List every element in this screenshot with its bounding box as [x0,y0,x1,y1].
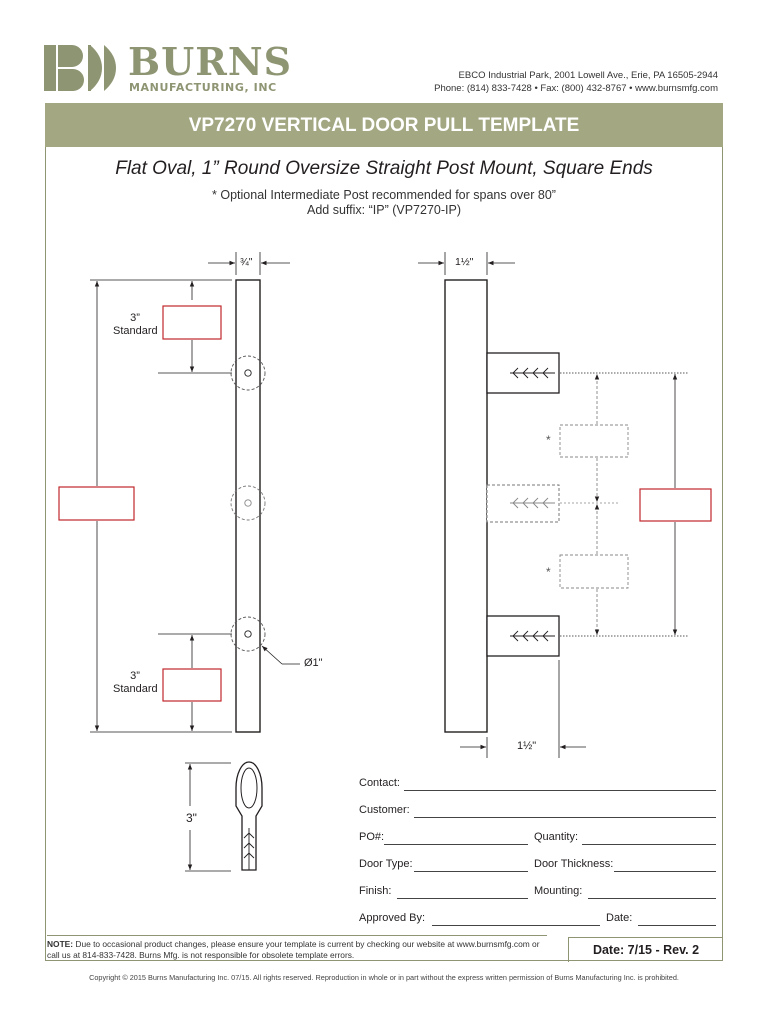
note-line-1: * Optional Intermediate Post recommended for spans over 80” [212,188,556,202]
address-line: EBCO Industrial Park, 2001 Lowell Ave., Erie, PA 16505-2944 [458,70,718,81]
front-width-label: ¾" [240,256,253,268]
door-thickness-field[interactable] [614,871,716,872]
standard-top-text: Standard [113,325,158,337]
standard-box-bottom [163,669,221,701]
standard-bottom-value: 3” [130,670,140,682]
standard-top-label [113,312,157,338]
note-label: NOTE: [47,939,74,949]
finish-field[interactable] [397,898,528,899]
center-distance-box-right [640,489,711,521]
standard-bottom-text: Standard [113,683,158,695]
date-revision: Date: 7/15 - Rev. 2 [568,937,723,962]
door-thickness-label: Door Thickness: [534,858,614,870]
optional-box-upper [560,425,628,457]
contact-label: Contact: [359,777,400,789]
standard-bottom-label [113,670,157,696]
profile-height-label: 3" [186,811,197,825]
brand-name: BURNS [128,39,293,84]
page-title: VP7270 VERTICAL DOOR PULL TEMPLATE [45,103,723,147]
brand-subtitle: MANUFACTURING, INC [129,81,277,94]
note-text: Due to occasional product changes, please ensure your template is current by checking our website at www.burnsmfg.com or call us at 814-833-7428. Burns Mfg. is not responsible for obsolete template errors. [47,939,540,960]
footer-note [47,935,547,961]
door-type-field[interactable] [414,871,528,872]
customer-field[interactable] [414,817,716,818]
product-subtitle: Flat Oval, 1” Round Oversize Straight Post Mount, Square Ends [115,158,653,179]
standard-top-value: 3” [130,312,140,324]
po-field[interactable] [384,844,528,845]
door-type-label: Door Type: [359,858,413,870]
customer-label: Customer: [359,804,410,816]
finish-label: Finish: [359,885,392,897]
approved-by-field[interactable] [432,925,600,926]
offset-label: 1½" [517,740,537,752]
asterisk-lower: * [546,565,551,579]
standard-box-top [163,306,221,339]
hole-diameter-label: Ø1" [304,657,323,669]
mounting-field[interactable] [588,898,716,899]
quantity-field[interactable] [582,844,716,845]
note-line-2: Add suffix: “IP” (VP7270-IP) [307,203,461,217]
po-label: PO#: [359,831,385,843]
optional-box-lower [560,555,628,588]
asterisk-upper: * [546,433,551,447]
date-label: Date: [606,912,633,924]
mounting-label: Mounting: [534,885,583,897]
contact-field[interactable] [404,790,716,791]
quantity-label: Quantity: [534,831,579,843]
date-field[interactable] [638,925,716,926]
side-view-pull [445,280,487,732]
copyright: Copyright © 2015 Burns Manufacturing Inc. 07/15. All rights reserved. Reproduction in whole or in part without the express written permission of Burns Manufacturing Inc. is prohibited. [89,973,679,982]
overall-length-box-left [59,487,134,520]
contact-line: Phone: (814) 833-7428 • Fax: (800) 432-8767 • www.burnsmfg.com [434,83,718,94]
approved-by-label: Approved By: [359,912,426,924]
side-width-label: 1½" [455,256,474,268]
